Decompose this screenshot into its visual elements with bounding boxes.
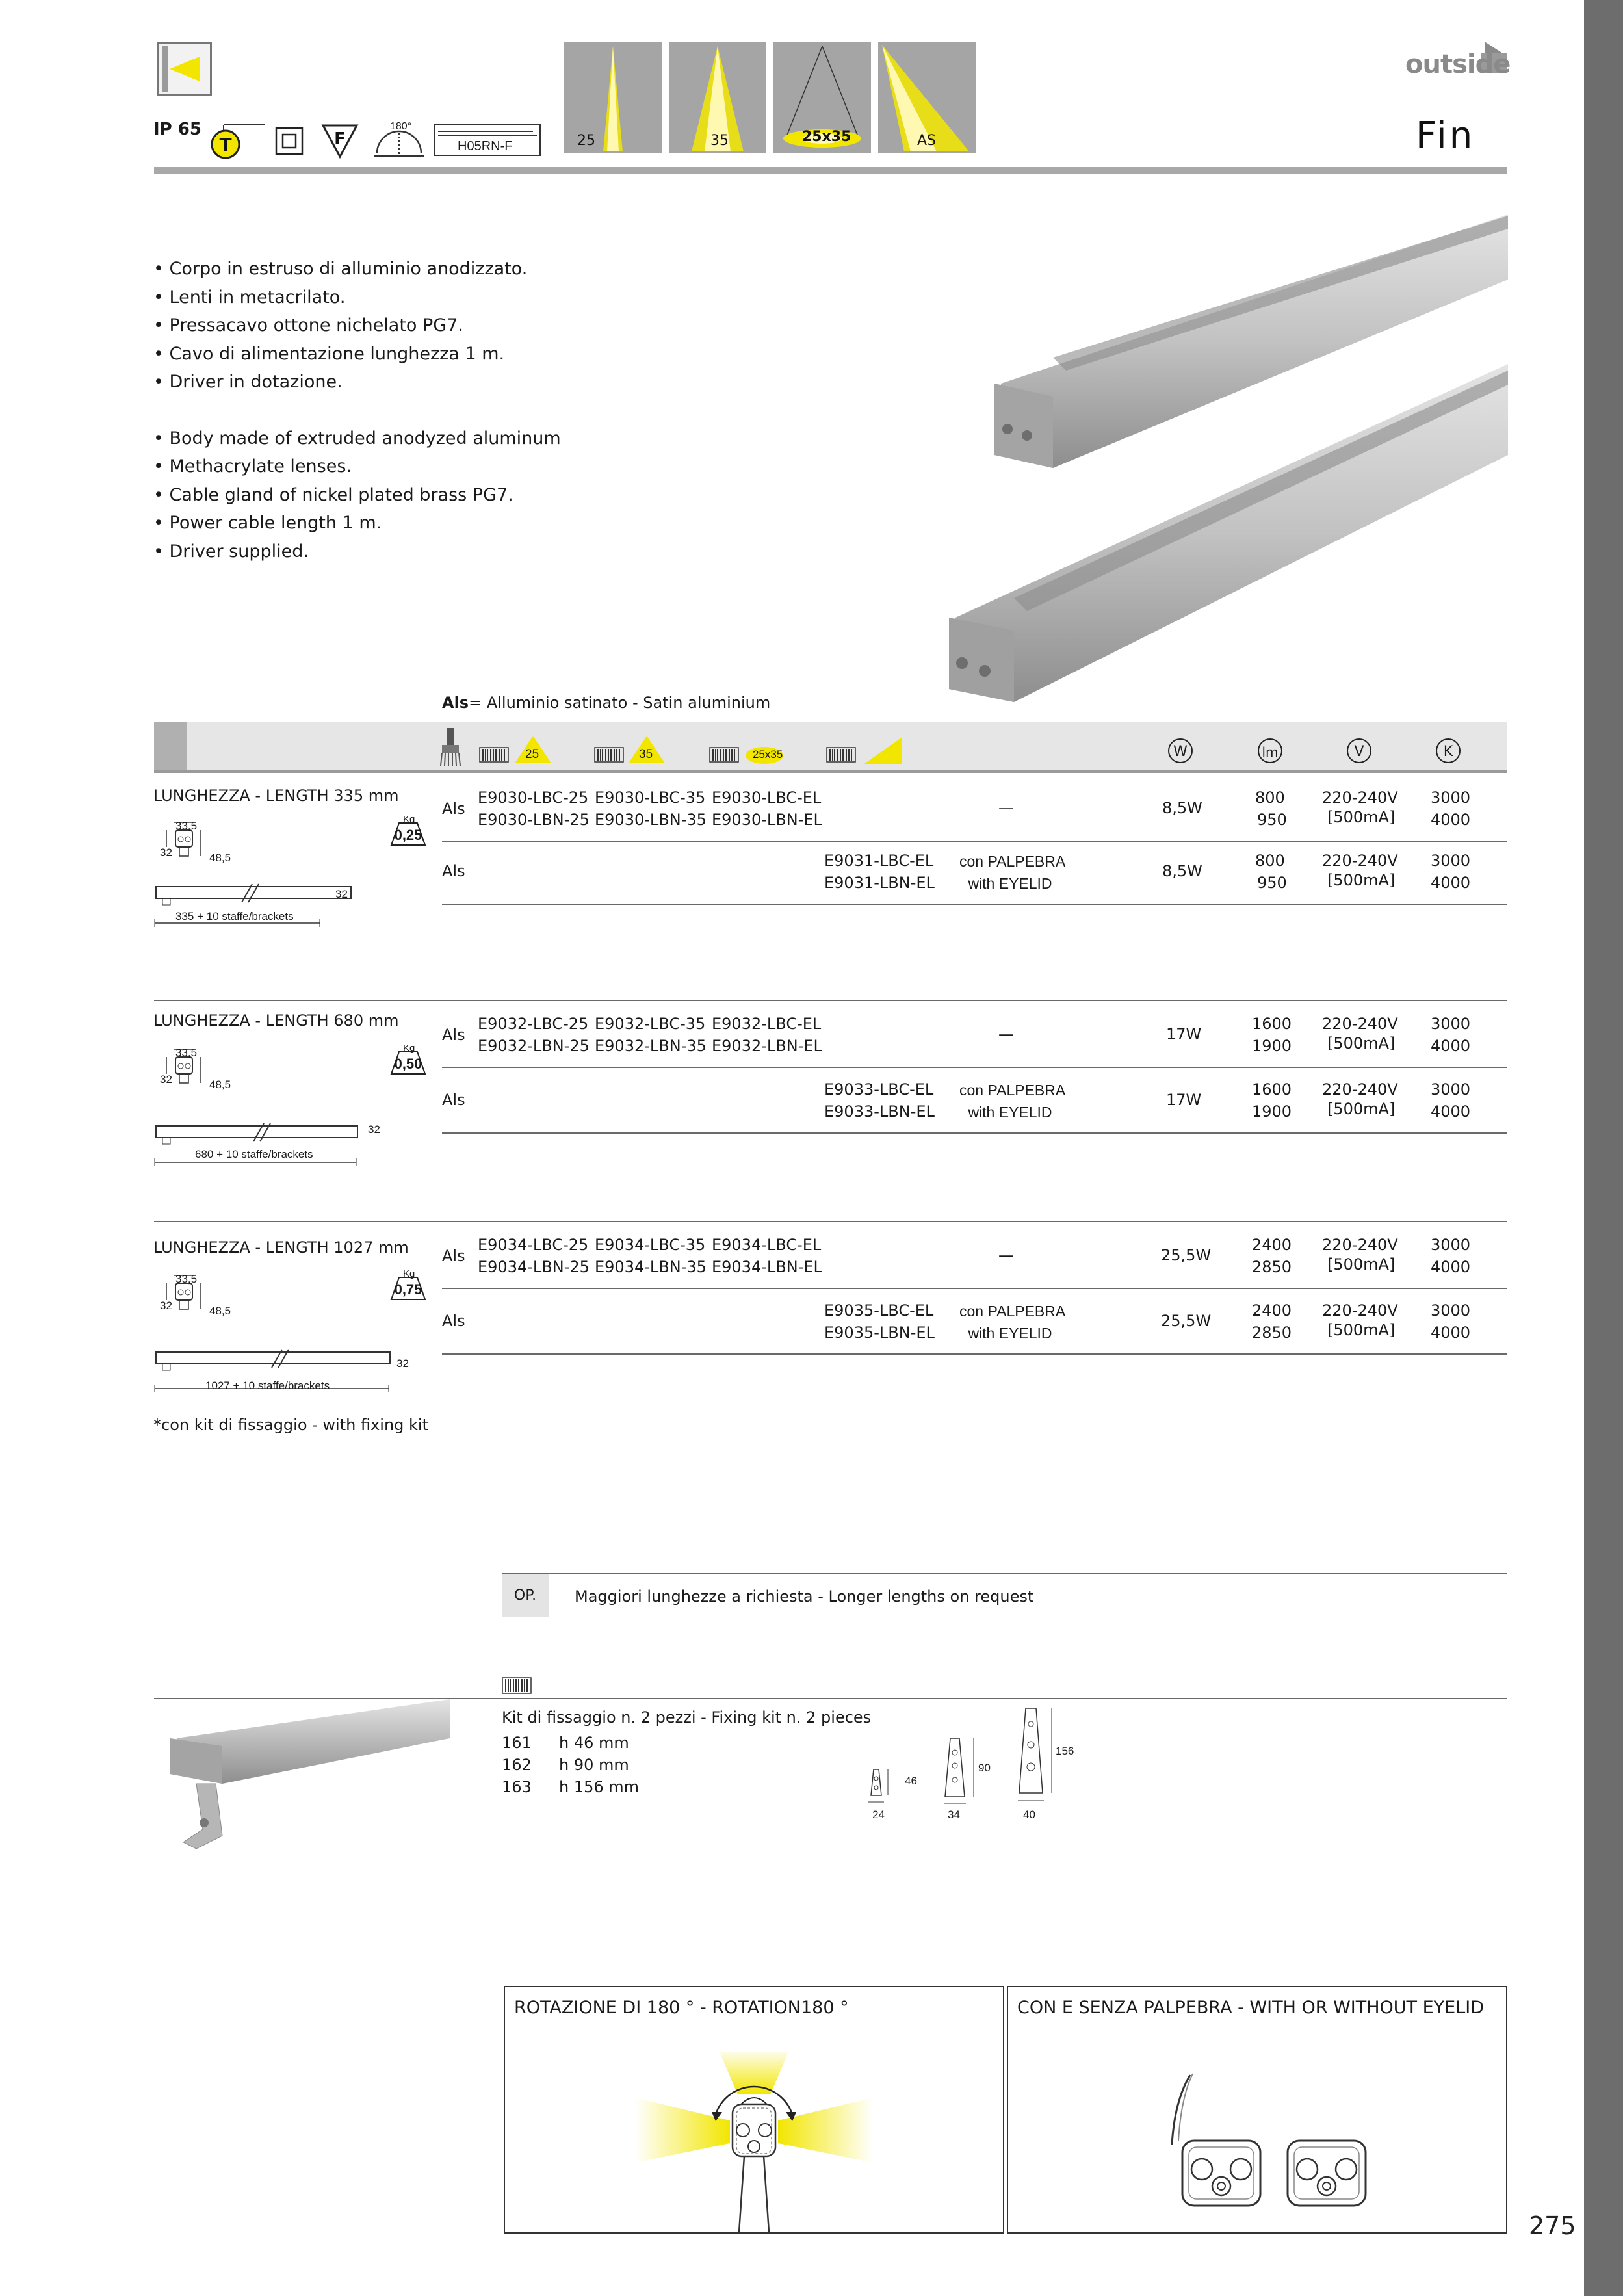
code-25: E9032-LBC-25 (478, 1015, 589, 1033)
unit-watt-icon: W (1168, 738, 1193, 763)
current: [500mA] (1327, 871, 1396, 889)
legend-text: = Alluminio satinato - Satin aluminium (469, 694, 771, 712)
voltage: 220-240V (1322, 1301, 1398, 1320)
profile-section-icon (151, 1043, 248, 1095)
kit-code: 163 (502, 1778, 532, 1796)
row-divider (442, 1067, 1507, 1068)
eyelid-panel (1007, 1986, 1507, 2234)
lumen: 950 (1257, 874, 1287, 892)
direction-arrow-icon (157, 42, 212, 96)
current: [500mA] (1327, 1255, 1396, 1273)
beam-35-icon (669, 42, 766, 153)
row-finish: Als (442, 1247, 465, 1265)
current: [500mA] (1327, 1100, 1396, 1118)
lumen: 1600 (1252, 1015, 1292, 1033)
voltage: 220-240V (1322, 1236, 1398, 1254)
feature-it: • Driver in dotazione. (153, 372, 343, 392)
code-25x35: E9030-LBC-EL (712, 789, 822, 807)
bracket-height: 90 (978, 1762, 991, 1774)
beam-label: 25 (577, 133, 595, 149)
group-length: LUNGHEZZA - LENGTH 680 mm (153, 1011, 399, 1030)
lumen: 1900 (1252, 1037, 1292, 1055)
code-25: E9030-LBC-25 (478, 789, 589, 807)
options-label: OP. (502, 1574, 549, 1617)
header-beam-25x35: 25x35 (753, 748, 783, 761)
code-35: E9030-LBN-35 (595, 811, 707, 829)
header-beam-35: 35 (639, 748, 653, 761)
row-divider (442, 1288, 1507, 1289)
row-divider (442, 1353, 1507, 1355)
code-35: E9030-LBC-35 (595, 789, 706, 807)
code-as: E9031-LBN-EL (824, 874, 935, 892)
note-eyelid: con PALPEBRA (959, 1082, 1066, 1099)
dim-length: 680 + 10 staffe/brackets (195, 1148, 313, 1160)
kelvin: 3000 (1431, 1015, 1471, 1033)
code-25x35: E9034-LBC-EL (712, 1236, 822, 1254)
row-divider (442, 904, 1507, 905)
kit-height: h 90 mm (559, 1756, 629, 1774)
kit-height: h 46 mm (559, 1734, 629, 1752)
code-35: E9034-LBN-35 (595, 1258, 707, 1276)
power: 17W (1166, 1091, 1202, 1109)
feature-en: • Driver supplied. (153, 541, 309, 562)
barcode-icon (709, 747, 739, 763)
barcode-icon (479, 747, 509, 763)
bracket-width: 24 (872, 1808, 885, 1821)
lumen: 2400 (1252, 1236, 1292, 1254)
dim-side: 32 (160, 846, 172, 859)
dim-end: 32 (396, 1357, 409, 1370)
kelvin: 4000 (1431, 1324, 1471, 1342)
options-text: Maggiori lunghezze a richiesta - Longer lengths on request (575, 1587, 1034, 1606)
voltage: 220-240V (1322, 1080, 1398, 1099)
profile-section-icon (151, 816, 248, 868)
weight-unit: Kg (403, 814, 415, 825)
kit-code: 162 (502, 1756, 532, 1774)
footnote: *con kit di fissaggio - with fixing kit (153, 1416, 429, 1434)
current: [500mA] (1327, 1321, 1396, 1339)
code-25x35: E9030-LBN-EL (712, 811, 822, 829)
beam-25-icon (564, 42, 662, 153)
lumen: 950 (1257, 811, 1287, 829)
t-class-icon (209, 122, 265, 164)
rotation-panel-title: ROTAZIONE DI 180 ° - ROTATION180 ° (514, 1998, 849, 2018)
dim-end: 32 (368, 1123, 380, 1136)
feature-it: • Pressacavo ottone nichelato PG7. (153, 315, 463, 335)
bracket-height: 156 (1056, 1745, 1074, 1757)
kelvin: 4000 (1431, 1037, 1471, 1055)
kelvin: 4000 (1431, 1258, 1471, 1276)
power: 25,5W (1161, 1312, 1212, 1330)
kelvin: 3000 (1431, 1080, 1471, 1099)
kelvin: 3000 (1431, 1236, 1471, 1254)
kelvin: 3000 (1431, 789, 1471, 807)
header-divider (154, 167, 1507, 174)
table-header-rule (154, 770, 1507, 773)
barcode-icon (594, 747, 624, 763)
brand-name: outside (1405, 49, 1511, 79)
code-as: E9035-LBC-EL (824, 1301, 934, 1320)
finish-legend (442, 694, 770, 712)
code-as: E9035-LBN-EL (824, 1324, 935, 1342)
dim-height: 48,5 (209, 1078, 231, 1091)
f-mark-icon (321, 124, 359, 159)
code-35: E9032-LBC-35 (595, 1015, 706, 1033)
weight-unit: Kg (403, 1268, 415, 1279)
brand-logo (1404, 40, 1509, 81)
cable-type: H05RN-F (458, 139, 513, 153)
dim-width: 33,5 (175, 1273, 198, 1285)
dim-height: 48,5 (209, 1305, 231, 1317)
dim-width: 33,5 (175, 820, 198, 832)
row-divider (442, 841, 1507, 842)
barcode-icon (826, 747, 856, 763)
bracket-161-icon (864, 1766, 910, 1812)
lumen: 1900 (1252, 1102, 1292, 1121)
voltage: 220-240V (1322, 852, 1398, 870)
row-finish: Als (442, 862, 465, 880)
beam-asymmetric-badge (862, 736, 903, 766)
lumen: 800 (1255, 852, 1285, 870)
beam-asymmetric-icon (878, 42, 976, 153)
unit-volt-icon: V (1347, 738, 1371, 763)
bracket-width: 40 (1023, 1808, 1035, 1821)
code-25: E9034-LBN-25 (478, 1258, 590, 1276)
dim-height: 48,5 (209, 852, 231, 864)
power: 8,5W (1162, 862, 1202, 880)
note-eyelid: with EYELID (968, 875, 1052, 892)
dim-width: 33,5 (175, 1047, 198, 1059)
beam-label: 25x35 (802, 129, 851, 145)
bracket-163-icon (1015, 1704, 1067, 1814)
code-35: E9032-LBN-35 (595, 1037, 707, 1055)
weight-value: 0,75 (394, 1281, 422, 1298)
table-header-marker (154, 722, 187, 772)
row-divider (442, 1132, 1507, 1134)
power: 8,5W (1162, 799, 1202, 817)
lumen: 2400 (1252, 1301, 1292, 1320)
row-finish: Als (442, 1026, 465, 1044)
current: [500mA] (1327, 1034, 1396, 1052)
note-eyelid: with EYELID (968, 1104, 1052, 1121)
code-as: E9033-LBC-EL (824, 1080, 934, 1099)
dim-side: 32 (160, 1073, 172, 1086)
feature-it: • Lenti in metacrilato. (153, 287, 346, 307)
group-length: LUNGHEZZA - LENGTH 1027 mm (153, 1238, 409, 1257)
dim-end: 32 (335, 888, 348, 900)
code-25x35: E9032-LBC-EL (712, 1015, 822, 1033)
note-eyelid: with EYELID (968, 1325, 1052, 1342)
group-divider (154, 1221, 1507, 1222)
voltage: 220-240V (1322, 1015, 1398, 1033)
svg-text:T: T (219, 134, 232, 155)
page-number: 275 (1529, 2211, 1576, 2240)
weight-badge (390, 1268, 426, 1301)
rotation-label: 180° (390, 121, 412, 132)
fixing-kit-photo (151, 1699, 450, 1855)
note-dash: — (998, 1246, 1014, 1264)
kelvin: 3000 (1431, 852, 1471, 870)
note-dash: — (998, 799, 1014, 817)
weight-value: 0,25 (394, 827, 422, 843)
kelvin: 4000 (1431, 874, 1471, 892)
code-as: E9031-LBC-EL (824, 852, 934, 870)
svg-text:F: F (334, 129, 346, 149)
barcode-icon (502, 1677, 532, 1694)
lumen: 800 (1255, 789, 1285, 807)
kelvin: 3000 (1431, 1301, 1471, 1320)
code-25: E9030-LBN-25 (478, 811, 590, 829)
code-25x35: E9032-LBN-EL (712, 1037, 822, 1055)
options-divider (502, 1573, 1507, 1574)
feature-en: • Methacrylate lenses. (153, 456, 352, 476)
feature-it: • Corpo in estruso di alluminio anodizzato. (153, 259, 528, 279)
beam-label: AS (917, 133, 937, 149)
code-25: E9032-LBN-25 (478, 1037, 590, 1055)
power: 25,5W (1161, 1246, 1212, 1264)
code-25x35: E9034-LBN-EL (712, 1258, 822, 1276)
feature-en: • Power cable length 1 m. (153, 513, 382, 533)
beam-label: 35 (710, 133, 729, 149)
note-eyelid: con PALPEBRA (959, 1303, 1066, 1320)
header-beam-25: 25 (525, 748, 539, 761)
lumen: 1600 (1252, 1080, 1292, 1099)
fixing-kit-title: Kit di fissaggio n. 2 pezzi - Fixing kit n. 2 pieces (502, 1708, 872, 1727)
code-25: E9034-LBC-25 (478, 1236, 589, 1254)
weight-badge (390, 816, 426, 846)
voltage: 220-240V (1322, 789, 1398, 807)
beam-25x35-icon (773, 42, 871, 153)
profile-section-icon (151, 1269, 248, 1321)
eyelid-panel-title: CON E SENZA PALPEBRA - WITH OR WITHOUT EYELID (1017, 1998, 1485, 2018)
unit-kelvin-icon: K (1436, 738, 1461, 763)
code-35: E9034-LBC-35 (595, 1236, 706, 1254)
note-dash: — (998, 1025, 1014, 1043)
feature-en: • Cable gland of nickel plated brass PG7. (153, 484, 513, 505)
finish-brush-icon (439, 727, 461, 767)
dim-side: 32 (160, 1299, 172, 1312)
ip-rating: IP 65 (153, 120, 201, 139)
kelvin: 4000 (1431, 811, 1471, 829)
power: 17W (1166, 1025, 1202, 1043)
bracket-width: 34 (948, 1808, 960, 1821)
group-divider (154, 1000, 1507, 1001)
dim-length: 335 + 10 staffe/brackets (175, 910, 294, 922)
group-length: LUNGHEZZA - LENGTH 335 mm (153, 787, 399, 805)
rotation-panel (504, 1986, 1004, 2234)
weight-value: 0,50 (394, 1056, 422, 1072)
kit-code: 161 (502, 1734, 532, 1752)
dim-length: 1027 + 10 staffe/brackets (205, 1379, 330, 1392)
double-insulation-icon (274, 126, 304, 156)
row-finish: Als (442, 800, 465, 818)
lumen: 2850 (1252, 1324, 1292, 1342)
product-photo (871, 208, 1508, 702)
lumen: 2850 (1252, 1258, 1292, 1276)
current: [500mA] (1327, 808, 1396, 826)
feature-en: • Body made of extruded anodyzed aluminum (153, 428, 561, 449)
unit-lumen-icon: lm (1258, 738, 1282, 763)
row-finish: Als (442, 1312, 465, 1330)
row-finish: Als (442, 1091, 465, 1109)
feature-it: • Cavo di alimentazione lunghezza 1 m. (153, 343, 505, 364)
weight-badge (390, 1045, 426, 1075)
kelvin: 4000 (1431, 1102, 1471, 1121)
code-as: E9033-LBN-EL (824, 1102, 935, 1121)
feature-list (153, 255, 561, 566)
cable-icon (434, 124, 541, 156)
note-eyelid: con PALPEBRA (959, 853, 1066, 870)
weight-unit: Kg (403, 1043, 415, 1054)
kit-height: h 156 mm (559, 1778, 640, 1796)
page-sidebar (1584, 0, 1623, 2296)
product-title: Fin (1416, 114, 1475, 157)
bracket-height: 46 (905, 1775, 917, 1787)
legend-code: Als (442, 694, 469, 712)
